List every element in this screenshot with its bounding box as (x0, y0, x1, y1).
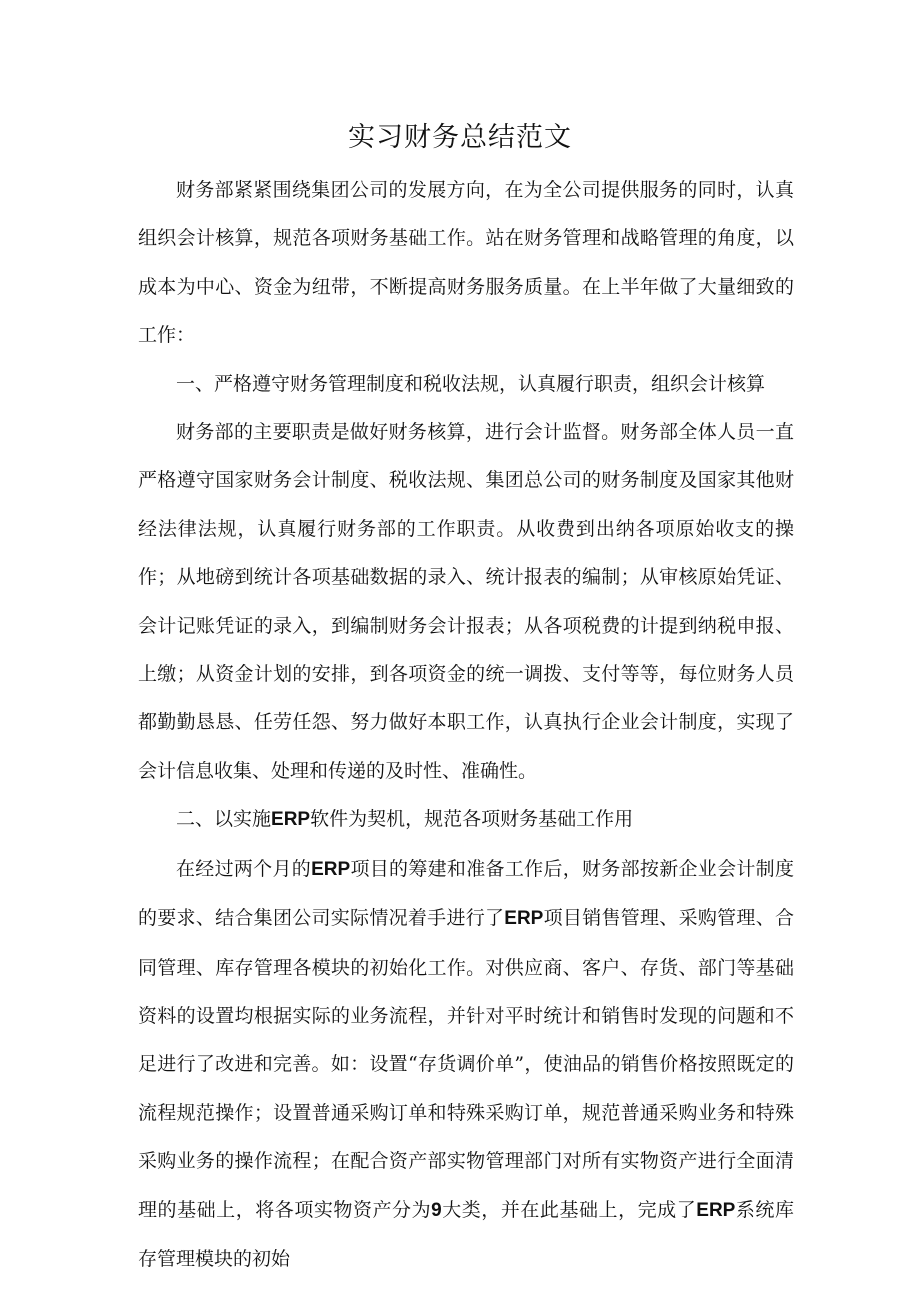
text-run: 项目销售管理、采购管理、合同管理、库存管理各模块的初始化工作。对供应商、客户、存货、部门等基础资料的设置均根据实际的业务流程，并针对平时统计和销售时发现的问题和不足进行了改进和完善。如：设置“存货调价单”，使油品的销售价格按照既定的流程规范操作；设置普通采购订单和特殊采购订单，规范普通采购业务和特殊采购业务的操作流程；在配合资产部实物管理部门对所有实物资产进行全面清理的基础上，将各项实物资产分为 (138, 907, 794, 1221)
body-paragraph (138, 360, 794, 408)
text-run: 二、以实施 (176, 808, 272, 831)
body-paragraph (138, 795, 794, 844)
bold-text-run: ERP (696, 1199, 736, 1221)
text-run: 软件为契机，规范各项财务基础工作用 (310, 808, 634, 831)
body-paragraph (138, 166, 794, 360)
text-run: 系统库存管理模块的初始 (138, 1198, 794, 1270)
bold-text-run: ERP (311, 858, 351, 880)
body-paragraph (138, 845, 794, 1284)
text-run: 项目的筹建和准备工作后，财务部按新企业会计制度的要求、结合集团公司实际情况着手进行了 (138, 857, 794, 930)
text-run: 在经过两个月的 (176, 857, 312, 880)
text-run: 大类，并在此基础上，完成了 (441, 1198, 697, 1221)
document-title: 实习财务总结范文 (348, 122, 572, 153)
body-paragraph (138, 408, 794, 795)
bold-text-run: ERP (504, 908, 544, 930)
bold-text-run: ERP (271, 809, 311, 831)
text-run: 财务部的主要职责是做好财务核算，进行会计监督。财务部全体人员一直严格遵守国家财务会计制度、税收法规、集团总公司的财务制度及国家其他财经法律法规，认真履行财务部的工作职责。从收费到出纳各项原始收支的操作；从地磅到统计各项基础数据的录入、统计报表的编制；从审核原始凭证、会计记账凭证的录入，到编制财务会计报表；从各项税费的计提到纳税申报、上缴；从资金计划的安排，到各项资金的统一调拨、支付等等，每位财务人员都勤勤恳恳、任劳任怨、努力做好本职工作，认真执行企业会计制度，实现了会计信息收集、处理和传递的及时性、准确性。 (138, 421, 794, 782)
bold-text-run: 9 (431, 1199, 442, 1221)
document-body (138, 166, 794, 1283)
text-run: 一、严格遵守财务管理制度和税收法规，认真履行职责，组织会计核算 (176, 372, 766, 395)
text-run: 财务部紧紧围绕集团公司的发展方向，在为全公司提供服务的同时，认真组织会计核算，规范各项财务基础工作。站在财务管理和战略管理的角度，以成本为中心、资金为纽带，不断提高财务服务质量。在上半年做了大量细致的工作： (138, 179, 794, 347)
